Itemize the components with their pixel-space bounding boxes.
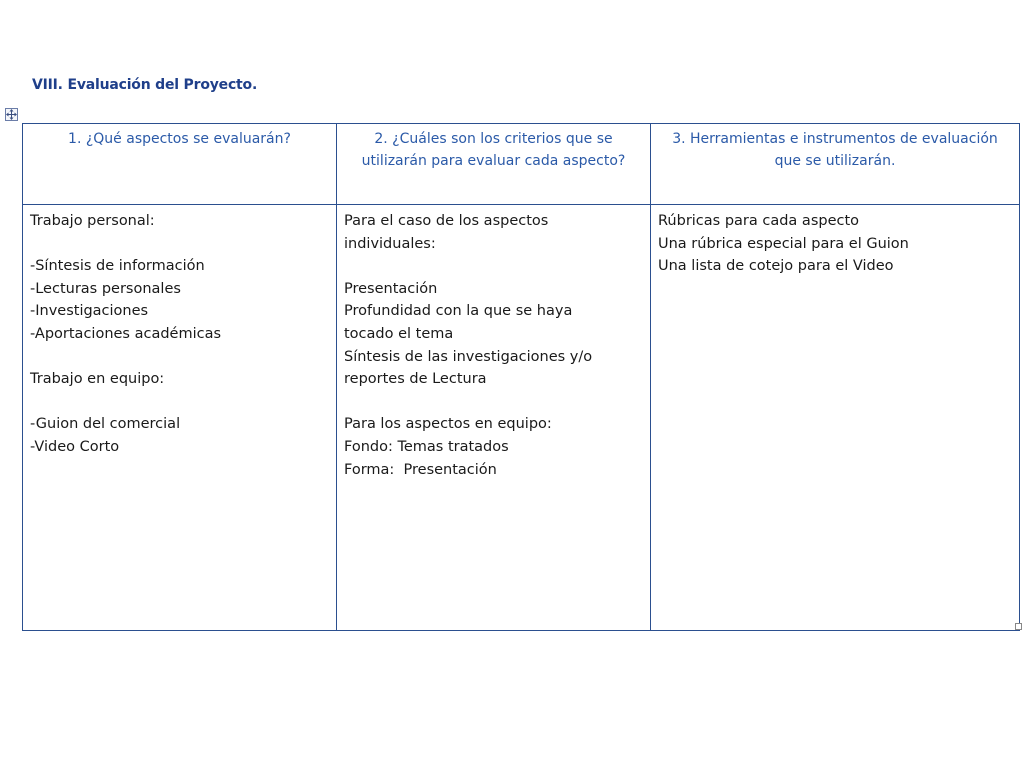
header-cell-tools[interactable]: 3. Herramientas e instrumentos de evaluación que se utilizarán. <box>651 124 1020 205</box>
cell-line: Una lista de cotejo para el Video <box>658 258 894 275</box>
section-title: VIII. Evaluación del Proyecto. <box>32 77 258 93</box>
cell-line: tocado el tema <box>344 325 454 342</box>
cell-aspects[interactable] <box>23 205 337 631</box>
cell-line: Trabajo en equipo: <box>30 371 165 388</box>
cell-line <box>30 391 328 414</box>
cell-line <box>344 391 642 414</box>
cell-line: individuales: <box>344 235 436 252</box>
cell-line: Fondo: Temas tratados <box>344 438 509 455</box>
cell-line: Trabajo personal: <box>30 213 155 229</box>
cell-line: -Aportaciones académicas <box>30 325 222 342</box>
cell-line: -Video Corto <box>30 438 120 455</box>
cell-line: reportes de Lectura <box>344 371 487 388</box>
header-cell-aspects[interactable]: 1. ¿Qué aspectos se evaluarán? <box>23 124 337 205</box>
cell-line: Síntesis de las investigaciones y/o <box>344 348 593 365</box>
cell-line: Para los aspectos en equipo: <box>344 416 552 433</box>
table-row <box>23 205 1020 631</box>
evaluation-table <box>22 123 1020 631</box>
cell-line: Para el caso de los aspectos <box>344 213 549 229</box>
cell-line <box>344 255 642 278</box>
cell-line <box>30 233 328 256</box>
four-arrows-move-icon <box>6 109 17 120</box>
cell-line: -Síntesis de información <box>30 258 205 275</box>
cell-line: Presentación <box>344 280 438 297</box>
table-resize-handle[interactable] <box>1015 623 1022 630</box>
cell-line: Profundidad con la que se haya <box>344 303 573 320</box>
table-move-handle[interactable] <box>5 108 18 121</box>
cell-line: Rúbricas para cada aspecto <box>658 213 860 229</box>
cell-line: -Guion del comercial <box>30 416 181 433</box>
cell-line <box>30 346 328 369</box>
cell-line: Forma: Presentación <box>344 461 497 478</box>
cell-line: -Lecturas personales <box>30 280 181 297</box>
cell-line: -Investigaciones <box>30 303 149 320</box>
cell-tools[interactable] <box>651 205 1020 631</box>
header-cell-criteria[interactable]: 2. ¿Cuáles son los criterios que se utilizarán para evaluar cada aspecto? <box>337 124 651 205</box>
cell-criteria[interactable] <box>337 205 651 631</box>
table-header-row <box>23 124 1020 205</box>
cell-line: Una rúbrica especial para el Guion <box>658 235 909 252</box>
